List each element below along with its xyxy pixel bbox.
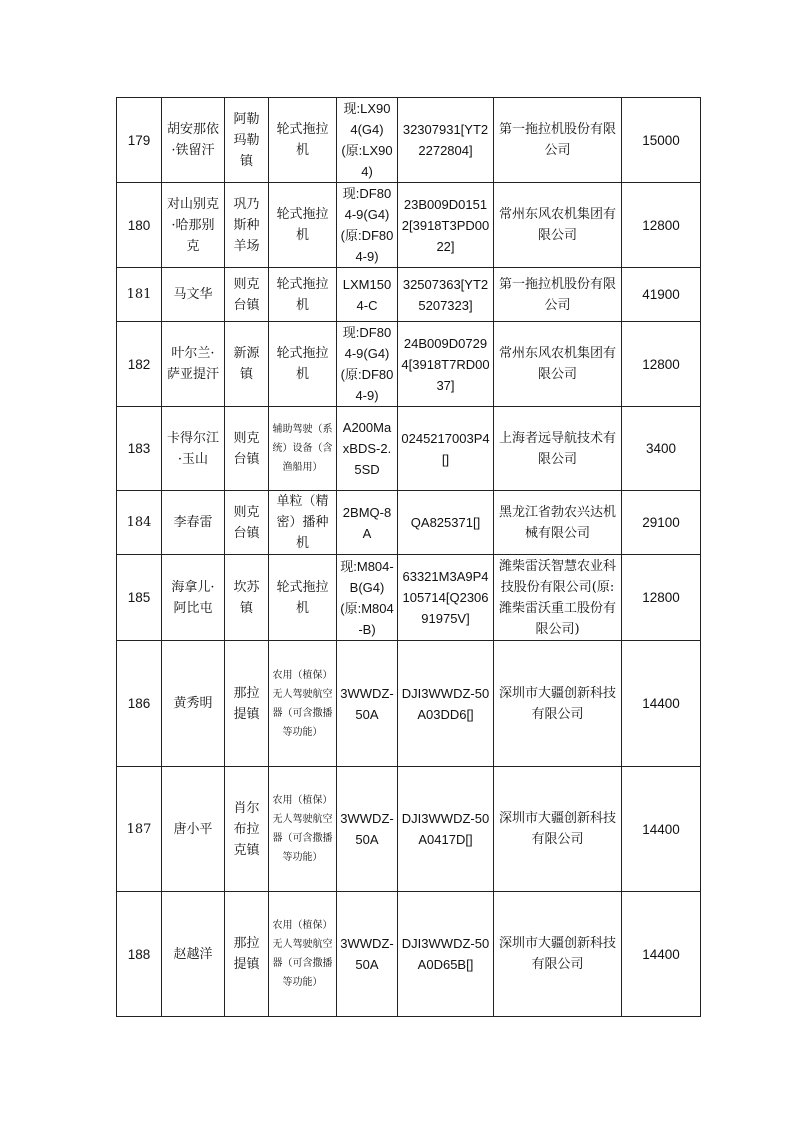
subsidy-amount: 14400	[622, 892, 701, 1017]
table-row	[117, 641, 701, 767]
manufacturer: 第一拖拉机股份有限公司	[494, 98, 622, 183]
machine-model: 3WWDZ-50A	[337, 892, 398, 1017]
machine-model: 现:DF804-9(G4)(原:DF804-9)	[337, 183, 398, 268]
manufacturer: 常州东风农机集团有限公司	[494, 183, 622, 268]
serial-number: 0245217003P4[]	[398, 407, 494, 491]
table-row	[117, 555, 701, 641]
machine-type: 农用（植保）无人驾驶航空器（可含撒播等功能）	[269, 767, 337, 892]
table-row	[117, 322, 701, 407]
subsidy-amount: 14400	[622, 767, 701, 892]
owner-name: 赵越洋	[162, 892, 225, 1017]
machine-model: 3WWDZ-50A	[337, 641, 398, 767]
table-row	[117, 407, 701, 491]
town: 新源镇	[225, 322, 269, 407]
table-row	[117, 892, 701, 1017]
machine-model: 现:LX904(G4)(原:LX904)	[337, 98, 398, 183]
row-number: 185	[117, 555, 162, 641]
machine-type: 轮式拖拉机	[269, 268, 337, 322]
machine-type: 轮式拖拉机	[269, 322, 337, 407]
owner-name: 马文华	[162, 268, 225, 322]
machine-type: 单粒（精密）播种机	[269, 491, 337, 555]
row-number: 186	[117, 641, 162, 767]
table-row	[117, 767, 701, 892]
manufacturer: 第一拖拉机股份有限公司	[494, 268, 622, 322]
row-number: 187	[117, 767, 162, 892]
subsidy-amount: 14400	[622, 641, 701, 767]
owner-name: 叶尔兰·萨亚提汗	[162, 322, 225, 407]
town: 巩乃斯种羊场	[225, 183, 269, 268]
owner-name: 黄秀明	[162, 641, 225, 767]
owner-name: 海拿儿·阿比屯	[162, 555, 225, 641]
subsidy-amount: 12800	[622, 555, 701, 641]
subsidy-amount: 41900	[622, 268, 701, 322]
manufacturer: 潍柴雷沃智慧农业科技股份有限公司(原:潍柴雷沃重工股份有限公司)	[494, 555, 622, 641]
table-row	[117, 491, 701, 555]
machine-model: 现:M804-B(G4)(原:M804-B)	[337, 555, 398, 641]
machine-model: 3WWDZ-50A	[337, 767, 398, 892]
subsidy-amount: 12800	[622, 183, 701, 268]
town: 则克台镇	[225, 268, 269, 322]
owner-name: 卡得尔江·玉山	[162, 407, 225, 491]
row-number: 184	[117, 491, 162, 555]
town: 肖尔布拉克镇	[225, 767, 269, 892]
town: 阿勒玛勒镇	[225, 98, 269, 183]
machine-type: 轮式拖拉机	[269, 183, 337, 268]
owner-name: 胡安那依·铁留汗	[162, 98, 225, 183]
manufacturer: 深圳市大疆创新科技有限公司	[494, 767, 622, 892]
serial-number: 32307931[YT22272804]	[398, 98, 494, 183]
subsidy-amount: 29100	[622, 491, 701, 555]
row-number: 183	[117, 407, 162, 491]
manufacturer: 深圳市大疆创新科技有限公司	[494, 641, 622, 767]
row-number: 179	[117, 98, 162, 183]
machine-type: 农用（植保）无人驾驶航空器（可含撒播等功能）	[269, 641, 337, 767]
table-row	[117, 183, 701, 268]
serial-number: DJI3WWDZ-50A03DD6[]	[398, 641, 494, 767]
machine-type: 轮式拖拉机	[269, 555, 337, 641]
machine-model: 2BMQ-8A	[337, 491, 398, 555]
serial-number: DJI3WWDZ-50A0D65B[]	[398, 892, 494, 1017]
machine-model: 现:DF804-9(G4)(原:DF804-9)	[337, 322, 398, 407]
owner-name: 李春雷	[162, 491, 225, 555]
table-row	[117, 268, 701, 322]
town: 那拉提镇	[225, 892, 269, 1017]
table-row	[117, 98, 701, 183]
row-number: 180	[117, 183, 162, 268]
serial-number: 24B009D07294[3918T7RD0037]	[398, 322, 494, 407]
manufacturer: 上海者远导航技术有限公司	[494, 407, 622, 491]
manufacturer: 常州东风农机集团有限公司	[494, 322, 622, 407]
serial-number: 23B009D01512[3918T3PD0022]	[398, 183, 494, 268]
machine-type: 辅助驾驶（系统）设备（含渔船用）	[269, 407, 337, 491]
row-number: 188	[117, 892, 162, 1017]
machine-type: 农用（植保）无人驾驶航空器（可含撒播等功能）	[269, 892, 337, 1017]
town: 坎苏镇	[225, 555, 269, 641]
subsidy-amount: 12800	[622, 322, 701, 407]
owner-name: 唐小平	[162, 767, 225, 892]
serial-number: 63321M3A9P4105714[Q230691975V]	[398, 555, 494, 641]
town: 则克台镇	[225, 407, 269, 491]
machine-model: LXM1504-C	[337, 268, 398, 322]
town: 则克台镇	[225, 491, 269, 555]
row-number: 182	[117, 322, 162, 407]
serial-number: 32507363[YT25207323]	[398, 268, 494, 322]
subsidy-table	[116, 97, 701, 1017]
subsidy-amount: 15000	[622, 98, 701, 183]
machine-model: A200MaxBDS-2.5SD	[337, 407, 398, 491]
town: 那拉提镇	[225, 641, 269, 767]
serial-number: DJI3WWDZ-50A0417D[]	[398, 767, 494, 892]
owner-name: 对山别克·哈那别克	[162, 183, 225, 268]
serial-number: QA825371[]	[398, 491, 494, 555]
manufacturer: 黑龙江省勃农兴达机械有限公司	[494, 491, 622, 555]
machine-type: 轮式拖拉机	[269, 98, 337, 183]
manufacturer: 深圳市大疆创新科技有限公司	[494, 892, 622, 1017]
subsidy-amount: 3400	[622, 407, 701, 491]
row-number: 181	[117, 268, 162, 322]
